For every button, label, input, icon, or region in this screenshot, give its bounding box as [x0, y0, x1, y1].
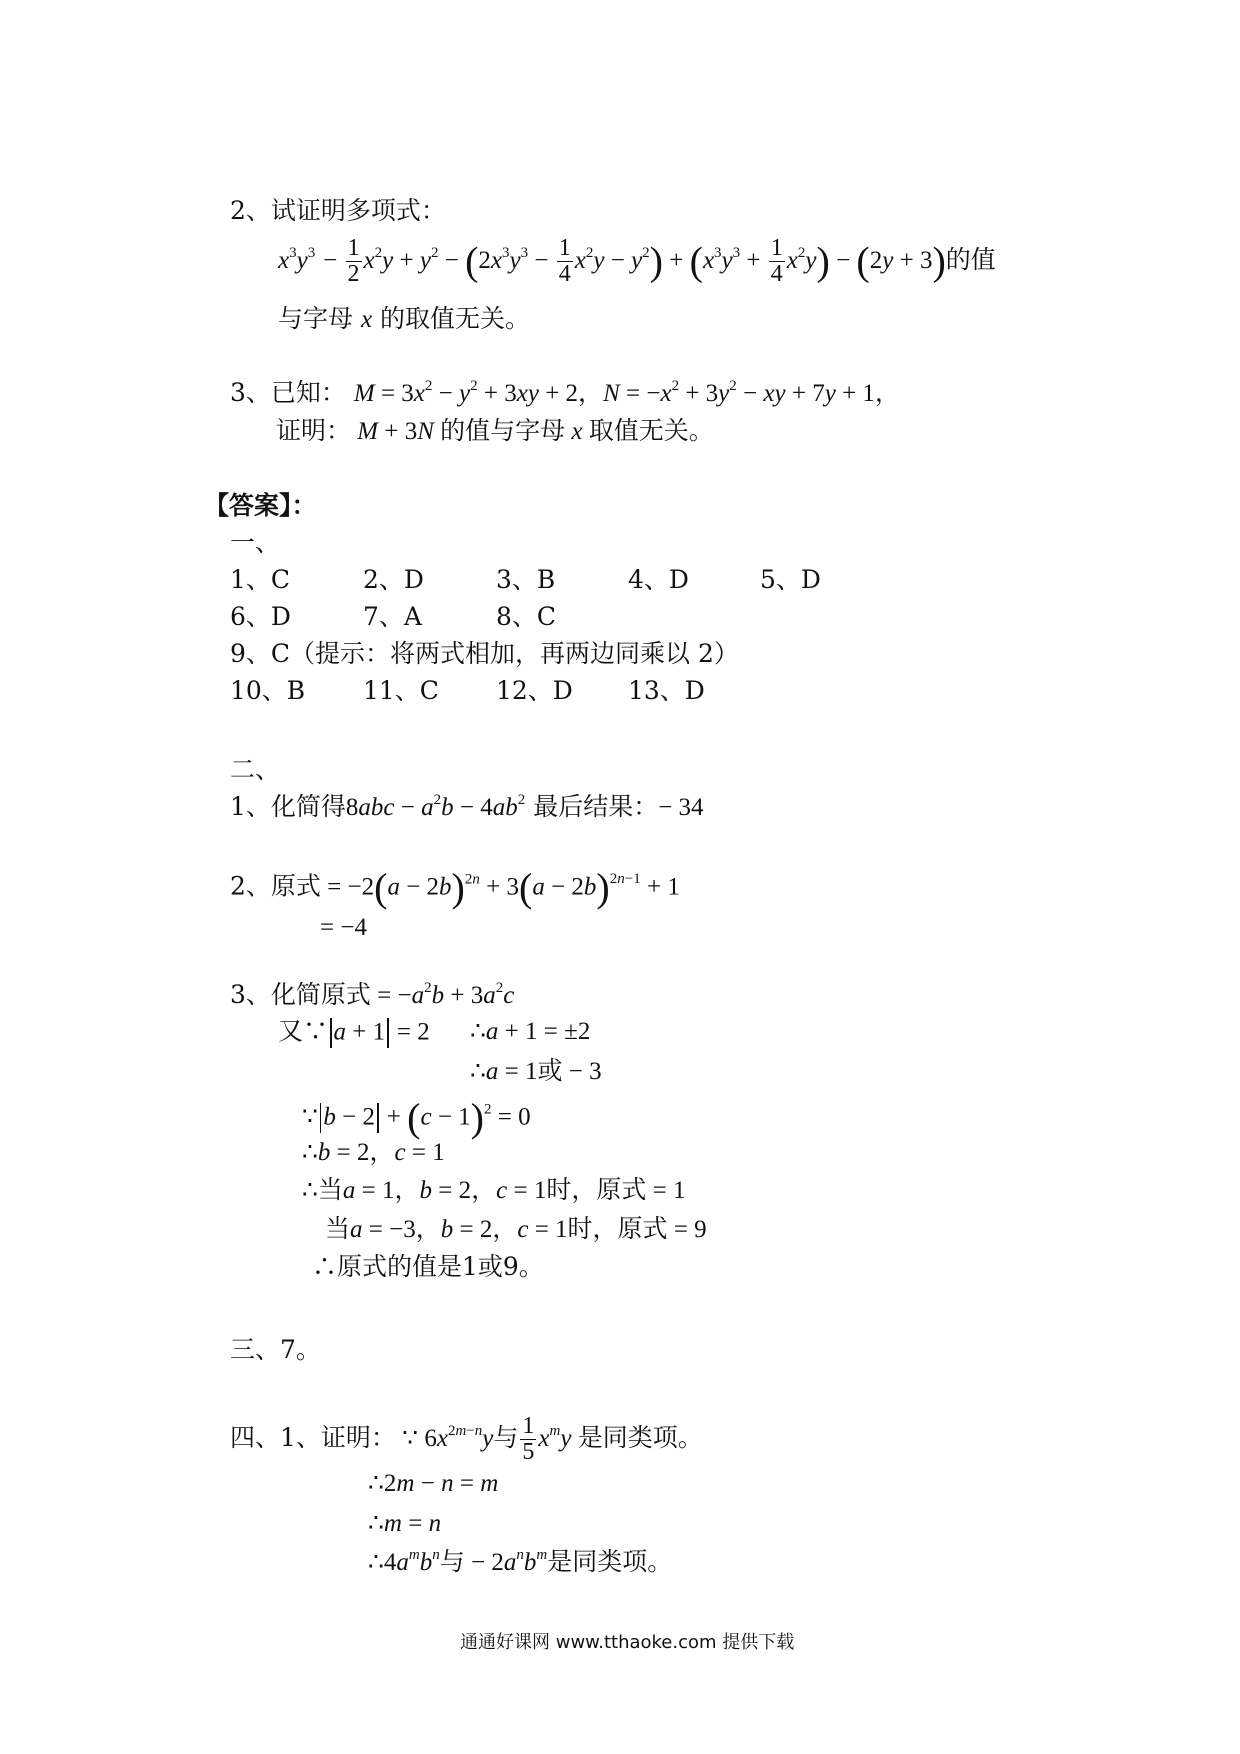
answer-1: 1、C — [230, 565, 291, 594]
part2-item3-conclusion: ∴原式的值是1或9。 — [312, 1252, 544, 1281]
q2-polynomial: $x^3y^3$ − $\frac{1}{2}$ $x^2y + y^2 - (2x^3y^3$ − $\frac{1}{4}$ $x^2y - y^2) + (x^3y^3$ + $\frac{1}{4}$ $x^2y) - (2y + 3)$的值 — [278, 235, 996, 288]
part2-item2-result: = −4 — [320, 914, 367, 941]
answer-11: 11、C — [363, 676, 439, 705]
q3-proof: 证明： M + 3N 的值与字母 x 取值无关。 — [276, 416, 714, 445]
answer-7: 7、A — [363, 602, 422, 631]
q2-line3: 与字母 x 的取值无关。 — [278, 304, 531, 333]
part2-item1: 1、化简得$8abc - a^2b - 4ab^2$ 最后结果：− 34 — [230, 791, 704, 821]
q2-title: 2、试证明多项式： — [230, 196, 446, 225]
q2-tail: 的值 — [945, 245, 996, 275]
answer-8: 8、C — [496, 602, 557, 631]
part1-row3: 9、C（提示：将两式相加，再两边同乘以 2） — [230, 639, 739, 668]
answer-2: 2、D — [363, 565, 424, 594]
part2-item3-line3: ∴a = 1或 − 3 — [470, 1056, 602, 1085]
part1-heading: 一、 — [230, 528, 281, 557]
answer-heading: 【答案】： — [204, 491, 317, 520]
part4-line1: 四、1、证明： ∵ $6x^{2m-n}y$与 $\frac{1}{5}$ $x^my$ 是同类项。 — [230, 1413, 703, 1466]
part4-line2: ∴2m − n = m — [368, 1470, 499, 1497]
part2-item3-line4: ∵ $b - 2 + (c - 1)^2 = 0$ — [302, 1095, 531, 1140]
part2-item3-line2b: ∴a + 1 = ±2 — [470, 1018, 591, 1045]
part3: 三、7。 — [230, 1335, 321, 1364]
answer-13: 13、D — [628, 676, 705, 705]
answer-5: 5、D — [760, 565, 821, 594]
answer-3: 3、B — [496, 565, 556, 594]
part2-heading: 二、 — [230, 755, 281, 784]
part4-line3: ∴m = n — [368, 1510, 442, 1537]
answer-12: 12、D — [496, 676, 573, 705]
page-footer: 通通好课网 www.tthaoke.com 提供下载 — [460, 1632, 795, 1653]
part2-item3-line7: 当a = −3，b = 2，c = 1时，原式 = 9 — [325, 1214, 707, 1243]
answer-10: 10、B — [230, 676, 306, 705]
part2-item3: 3、化简原式 = $-a^2b + 3a^2c$ — [230, 979, 515, 1009]
answer-6: 6、D — [230, 602, 291, 631]
part2-item3-line6: ∴当a = 1，b = 2，c = 1时，原式 = 1 — [302, 1175, 686, 1204]
part2-item3-line2: 又∵ a + 1 = 2 — [278, 1018, 430, 1048]
answer-4: 4、D — [628, 565, 689, 594]
part2-item3-line5: ∴b = 2，c = 1 — [302, 1139, 445, 1166]
part4-line4: $\therefore 4a^mb^n$与 − $2a^nb^m$是同类项。 — [368, 1546, 673, 1576]
part2-item2: 2、原式 = $-2(a - 2b)^{2n} + 3(a - 2b)^{2n-1} + 1$ — [230, 865, 680, 910]
q3-given: 3、已知： $M = 3x^2 - y^2 + 3xy + 2$，$N = -x^2 + 3y^2$ − xy + 7y + 1， — [230, 377, 900, 407]
